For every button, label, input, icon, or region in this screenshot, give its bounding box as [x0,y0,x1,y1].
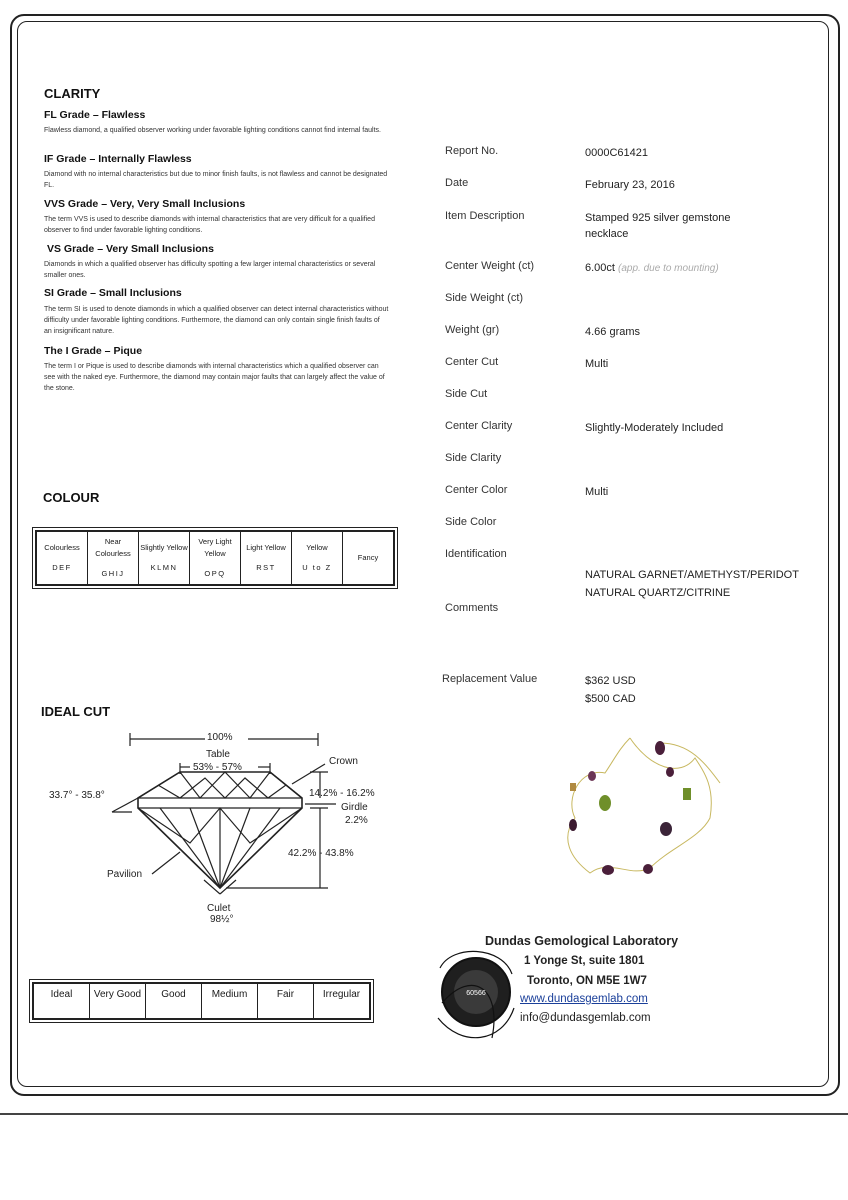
gem-garnet [655,741,665,755]
report-label: Side Color [445,516,497,528]
identification-line: NATURAL GARNET/AMETHYST/PERIDOT [585,569,799,581]
clarity-grade-desc: Diamond with no internal characteristics but due to minor finish faults, is not flawless and cannot be designated FL. [44,171,388,189]
colour-name: Fancy [357,553,379,562]
clarity-grade-title: VVS Grade – Very, Very Small Inclusions [44,198,246,210]
report-label: Side Clarity [445,452,502,464]
colour-letters: GHIJ [101,569,125,578]
gem-garnet [602,865,614,875]
colour-letters: OPQ [204,569,226,578]
colour-letters: DEF [52,563,72,572]
clarity-grade-title: IF Grade – Internally Flawless [44,153,192,165]
report-label: Identification [445,548,507,560]
report-value: Multi [585,358,609,370]
colour-cell [292,531,343,585]
diagram-girdle-label: Girdle [341,802,368,813]
report-value: Stamped 925 silver gemstone necklace [585,212,731,240]
clarity-grade-title: VS Grade – Very Small Inclusions [47,243,214,255]
lab-seal [432,948,518,1044]
pavilion-facet [220,808,250,888]
replacement-value: $362 USD [585,675,636,687]
lab-website[interactable]: www.dundasgemlab.com [520,993,648,1005]
colour-letters: RST [256,563,276,572]
page-bottom-rule [0,1113,848,1115]
colour-cell [88,531,139,585]
clarity-grade-title: FL Grade – Flawless [44,109,146,121]
diagram-crown-pct: 14.2% - 16.2% [309,788,375,799]
cut-grade-cell: Very Good [90,983,146,1019]
diagram-pavilion-label: Pavilion [107,869,143,880]
report-label: Center Color [445,484,508,496]
lab-name: Dundas Gemological Laboratory [485,934,679,948]
cut-grade-cell: Irregular [314,983,371,1019]
gem-garnet [643,864,653,874]
center-weight-note: (app. due to mounting) [618,263,719,274]
report-label: Center Weight (ct) [445,260,535,272]
diagram-girdle-pct: 2.2% [345,815,368,826]
colour-heading: COLOUR [43,490,100,505]
report-value [585,260,719,277]
colour-name: Slightly Yellow [140,543,188,552]
clarity-grade-desc: The term SI is used to denote diamonds in which a qualified observer can detect internal characteristics without difficulty under favorable lighting conditions. Furthermore, the diamond can only contain single finish faults of an insignificant nature. [44,306,389,335]
pavilion-facet [220,808,280,888]
diagram-width-label: 100% [207,732,233,743]
report-value: Multi [585,486,609,498]
gem-peridot [683,788,691,800]
report-value: Slightly-Moderately Included [585,422,724,434]
crown-facets [138,772,302,798]
diagram-culet-pct: 98½° [210,914,234,925]
gem-garnet [569,819,577,831]
clarity-grade-desc: The term I or Pique is used to describe diamonds with internal characteristics which a qualified observer can see with the naked eye. Furthermore, the diamond may contain major faults that can largely affect the value of the stone. [44,363,385,392]
identification-line: NATURAL QUARTZ/CITRINE [585,587,731,599]
replacement-value: $500 CAD [585,693,636,705]
report-value: 4.66 grams [585,326,641,338]
report-label: Side Cut [445,388,488,400]
diagram-culet-label: Culet [207,903,231,914]
clarity-grade-desc: The term VVS is used to describe diamonds with internal characteristics that are very difficult for a qualified observer to find under favorable lighting conditions. [44,216,375,234]
colour-cell [36,531,88,585]
clarity-grade-title: SI Grade – Small Inclusions [44,287,182,299]
gem-amethyst [588,771,596,781]
clarity-grade-title: The I Grade – Pique [44,345,143,357]
report-label: Item Description [445,210,525,222]
report-label: Date [445,177,469,189]
report-label: Weight (gr) [445,324,500,336]
ideal-cut-heading: IDEAL CUT [41,704,111,719]
diagram-pavilion-pct: 42.2% - 43.8% [288,848,354,859]
report-label: Center Clarity [445,420,513,432]
colour-name: Yellow [306,543,328,552]
gem-garnet [660,822,672,836]
colour-name: Near Colourless [95,537,131,558]
cut-grade-cell: Good [146,983,202,1019]
colour-cell [139,531,190,585]
clarity-grade-desc: Diamonds in which a qualified observer has difficulty spotting a few larger internal characteristics or several smaller ones. [44,261,376,279]
seal-code: 60566 [466,990,486,997]
colour-name: Colourless [44,543,80,552]
replacement-label: Replacement Value [442,673,538,685]
pavilion-facet [190,808,220,888]
crown-facets-inner [158,778,286,798]
lab-address-line2: Toronto, ON M5E 1W7 [527,975,647,987]
gem-garnet [666,767,674,777]
pavilion-facet [160,808,220,888]
colour-name: Light Yellow [246,543,286,552]
clarity-heading: CLARITY [44,86,101,101]
diagram-crown-label: Crown [329,756,358,767]
report-label: Side Weight (ct) [445,292,524,304]
colour-name: Very Light Yellow [198,537,232,558]
report-label: Center Cut [445,356,499,368]
cut-grade-cell: Ideal [33,983,90,1019]
diagram-table-pct: 53% - 57% [193,762,242,773]
diagram-table-label: Table [206,749,230,760]
colour-cell [343,531,395,585]
cut-grade-cell: Fair [258,983,314,1019]
colour-cell [241,531,292,585]
necklace-photo [530,728,730,908]
cut-grade-cell: Medium [202,983,258,1019]
necklace-chain [568,738,712,873]
report-value: 0000C61421 [585,147,649,159]
colour-letters: U to Z [302,563,332,572]
cut-grade-table [32,982,371,1020]
clarity-grade-desc: Flawless diamond, a qualified observer working under favorable lighting conditions cannot find internal faults. [44,127,381,134]
comments-label: Comments [445,602,499,614]
lab-email[interactable]: info@dundasgemlab.com [520,1012,651,1024]
report-value: February 23, 2016 [585,179,675,191]
colour-scale-table [35,530,395,586]
colour-cell [190,531,241,585]
lab-website-link[interactable] [520,993,648,1005]
colour-letters: KLMN [150,563,178,572]
center-weight-value: 6.00ct [585,262,615,274]
gem-peridot [599,795,611,811]
lab-address-line1: 1 Yonge St, suite 1801 [524,955,645,967]
diagram-crown-angle: 33.7° - 35.8° [49,790,105,801]
pavilion-arrow [152,852,180,874]
crown-angle-line [112,798,138,812]
gem-citrine [570,783,576,791]
report-label: Report No. [445,145,499,157]
